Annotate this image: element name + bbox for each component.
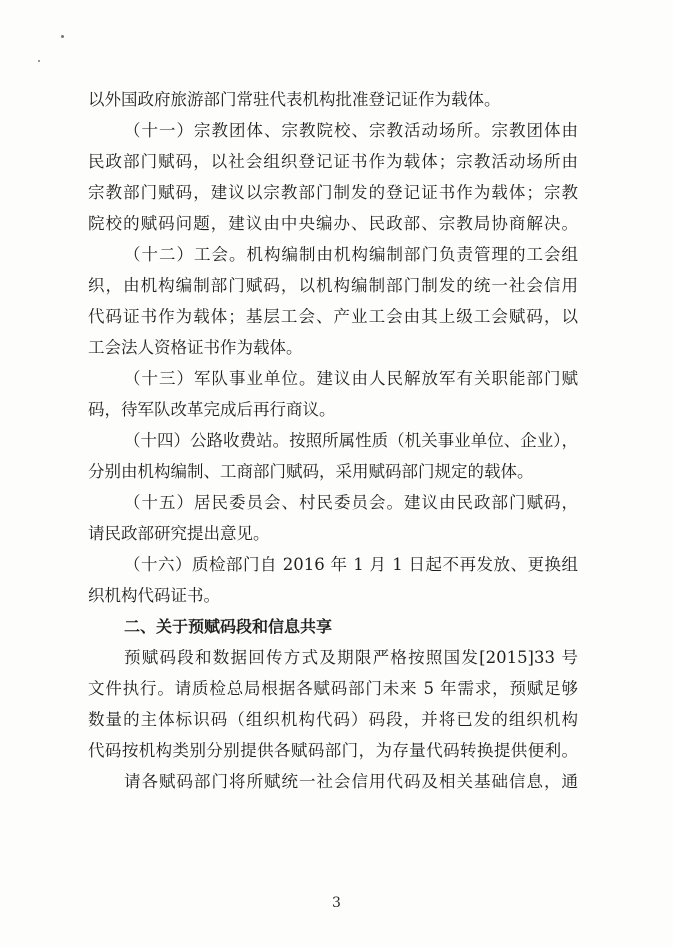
text-line: 民政部门赋码，以社会组织登记证书作为载体；宗教活动场所由 (88, 152, 578, 171)
text-line: （十三）军队事业单位。建议由人民解放军有关职能部门赋 (124, 369, 578, 388)
text-line: （十五）居民委员会、村民委员会。建议由民政部门赋码， (124, 493, 578, 512)
text-line: 织，由机构编制部门赋码，以机构编制部门制发的统一社会信用 (88, 276, 578, 295)
scan-speck (61, 35, 64, 38)
text-line: （十六）质检部门自 2016 年 1 月 1 日起不再发放、更换组 (124, 555, 578, 574)
text-line: 工会法人资格证书作为载体。 (88, 338, 303, 357)
text-line: 代码按机构类别分别提供各赋码部门，为存量代码转换提供便利。 (88, 741, 578, 760)
text-line: （十一）宗教团体、宗教院校、宗教活动场所。宗教团体由 (124, 121, 578, 140)
text-line: 代码证书作为载体；基层工会、产业工会由其上级工会赋码，以 (88, 307, 578, 326)
text-line: 预赋码段和数据回传方式及期限严格按照国发[2015]33 号 (124, 648, 578, 667)
page-number: 3 (332, 895, 341, 911)
text-line: （十二）工会。机构编制由机构编制部门负责管理的工会组 (124, 245, 578, 264)
text-line: 请各赋码部门将所赋统一社会信用代码及相关基础信息，通 (124, 772, 578, 791)
document-body (88, 84, 578, 797)
text-line: 宗教部门赋码，建议以宗教部门制发的登记证书作为载体；宗教 (88, 183, 578, 202)
text-line: 院校的赋码问题，建议由中央编办、民政部、宗教局协商解决。 (88, 214, 578, 233)
scan-speck (38, 60, 40, 62)
section-heading: 二、关于预赋码段和信息共享 (124, 617, 333, 636)
text-line: 以外国政府旅游部门常驻代表机构批准登记证作为载体。 (88, 90, 501, 109)
text-line: 分别由机构编制、工商部门赋码，采用赋码部门规定的载体。 (88, 462, 534, 481)
text-line: 文件执行。请质检总局根据各赋码部门未来 5 年需求，预赋足够 (88, 679, 578, 698)
text-line: 数量的主体标识码（组织机构代码）码段，并将已发的组织机构 (88, 710, 578, 729)
text-line: 请民政部研究提出意见。 (88, 524, 270, 543)
text-line: 织机构代码证书。 (88, 586, 220, 605)
text-line: （十四）公路收费站。按照所属性质（机关事业单位、企业）， (124, 431, 578, 450)
text-line: 码，待军队改革完成后再行商议。 (88, 400, 336, 419)
